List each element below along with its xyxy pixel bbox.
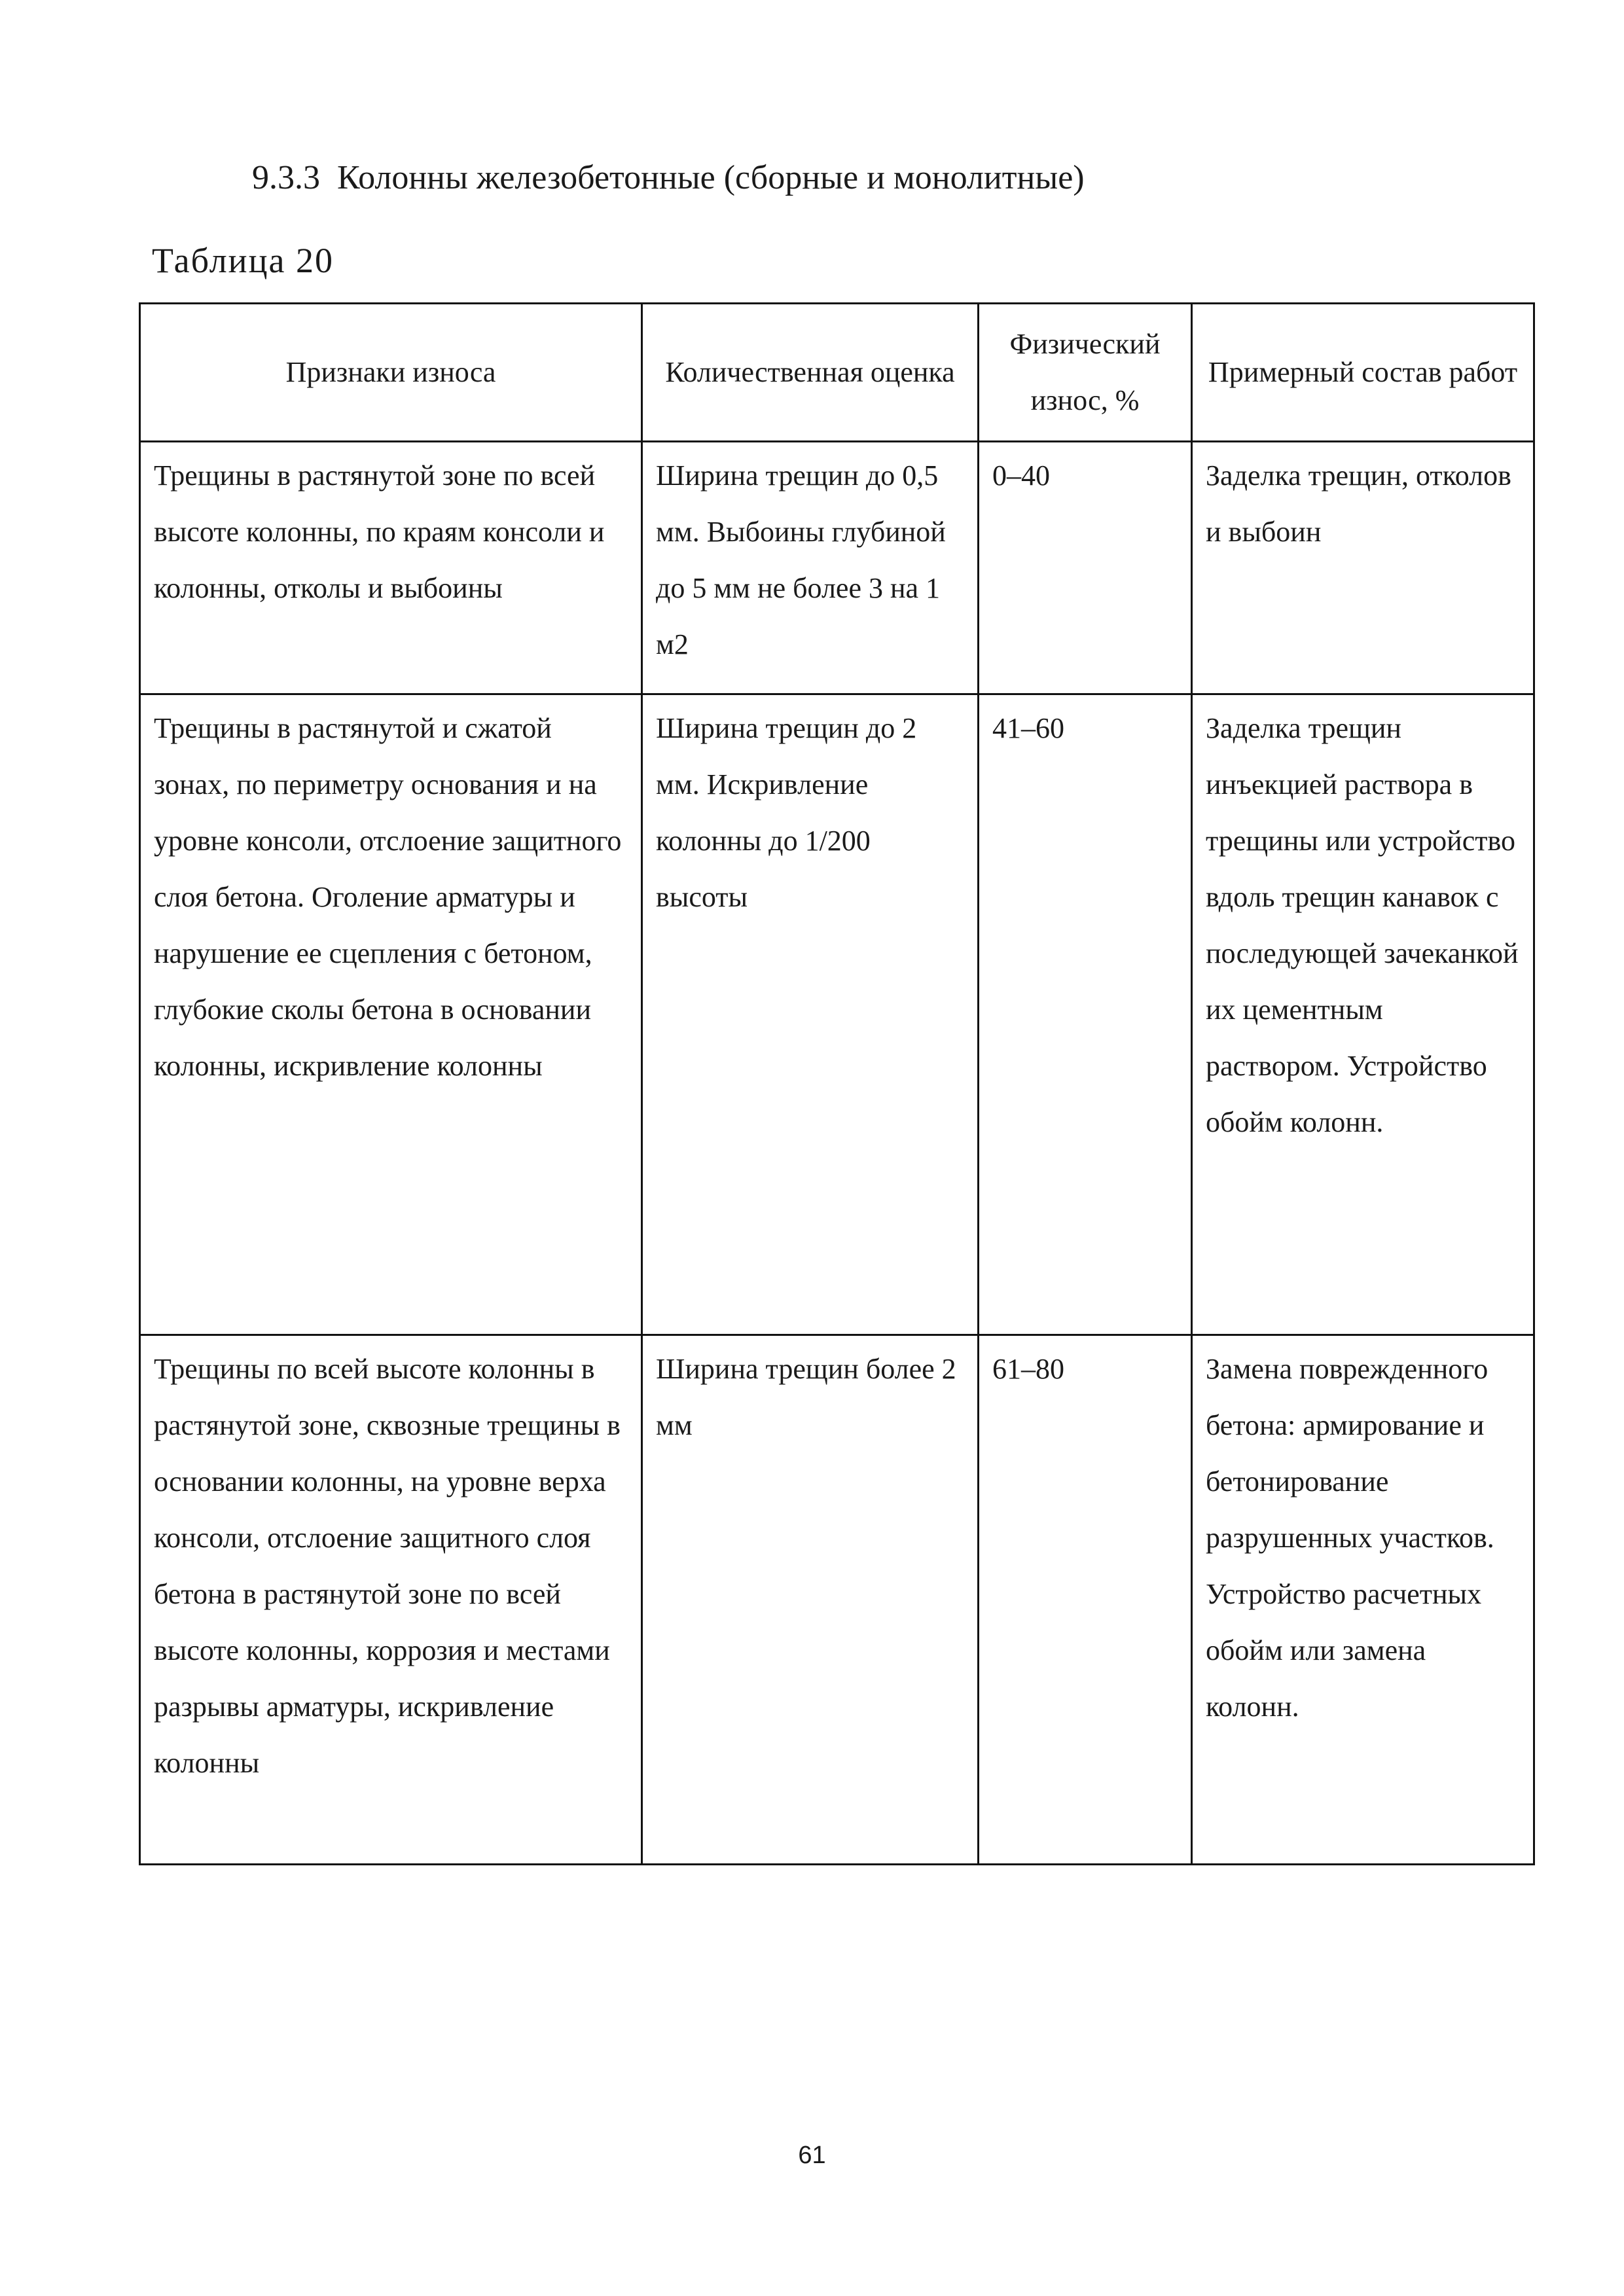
section-title: Колонны железобетонные (сборные и монолитные): [337, 159, 1085, 196]
cell-works: Замена поврежденного бетона: армирование и бетонирование разрушенных участков. Устройство расчетных обойм или замена колонн.: [1192, 1335, 1534, 1865]
cell-works: Заделка трещин инъекцией раствора в трещины или устройство вдоль трещин канавок с последующей зачеканкой их цементным раствором. Устройство обойм колонн.: [1192, 694, 1534, 1335]
header-signs: Признаки износа: [140, 304, 642, 442]
cell-signs: Трещины в растянутой зоне по всей высоте колонны, по краям консоли и колонны, отколы и выбоины: [140, 442, 642, 694]
cell-wear-percent: 0–40: [979, 442, 1192, 694]
wear-assessment-table: [139, 302, 1535, 1865]
cell-wear-percent: 61–80: [979, 1335, 1192, 1865]
section-number: 9.3.3: [252, 159, 320, 196]
cell-quantitative: Ширина трещин до 0,5 мм. Выбоины глубиной до 5 мм не более 3 на 1 м2: [642, 442, 979, 694]
table-row: [140, 442, 1534, 694]
table-row: [140, 1335, 1534, 1865]
header-wear-percent: Физический износ, %: [979, 304, 1192, 442]
cell-quantitative: Ширина трещин более 2 мм: [642, 1335, 979, 1865]
table-row: [140, 694, 1534, 1335]
section-heading: [252, 152, 1085, 204]
cell-quantitative: Ширина трещин до 2 мм. Искривление колонны до 1/200 высоты: [642, 694, 979, 1335]
header-quantitative: Количественная оценка: [642, 304, 979, 442]
cell-signs: Трещины по всей высоте колонны в растянутой зоне, сквозные трещины в основании колонны, на уровне верха консоли, отслоение защитного слоя бетона в растянутой зоне по всей высоте колонны, коррозия и местами разрывы арматуры, искривление колонны: [140, 1335, 642, 1865]
header-works: Примерный состав работ: [1192, 304, 1534, 442]
cell-wear-percent: 41–60: [979, 694, 1192, 1335]
cell-works: Заделка трещин, отколов и выбоин: [1192, 442, 1534, 694]
table-header-row: [140, 304, 1534, 442]
table-caption: Таблица 20: [152, 241, 334, 280]
page-number: 61: [798, 2142, 826, 2169]
cell-signs: Трещины в растянутой и сжатой зонах, по периметру основания и на уровне консоли, отслоение защитного слоя бетона. Оголение арматуры и нарушение ее сцепления с бетоном, глубокие сколы бетона в основании колонны, искривление колонны: [140, 694, 642, 1335]
